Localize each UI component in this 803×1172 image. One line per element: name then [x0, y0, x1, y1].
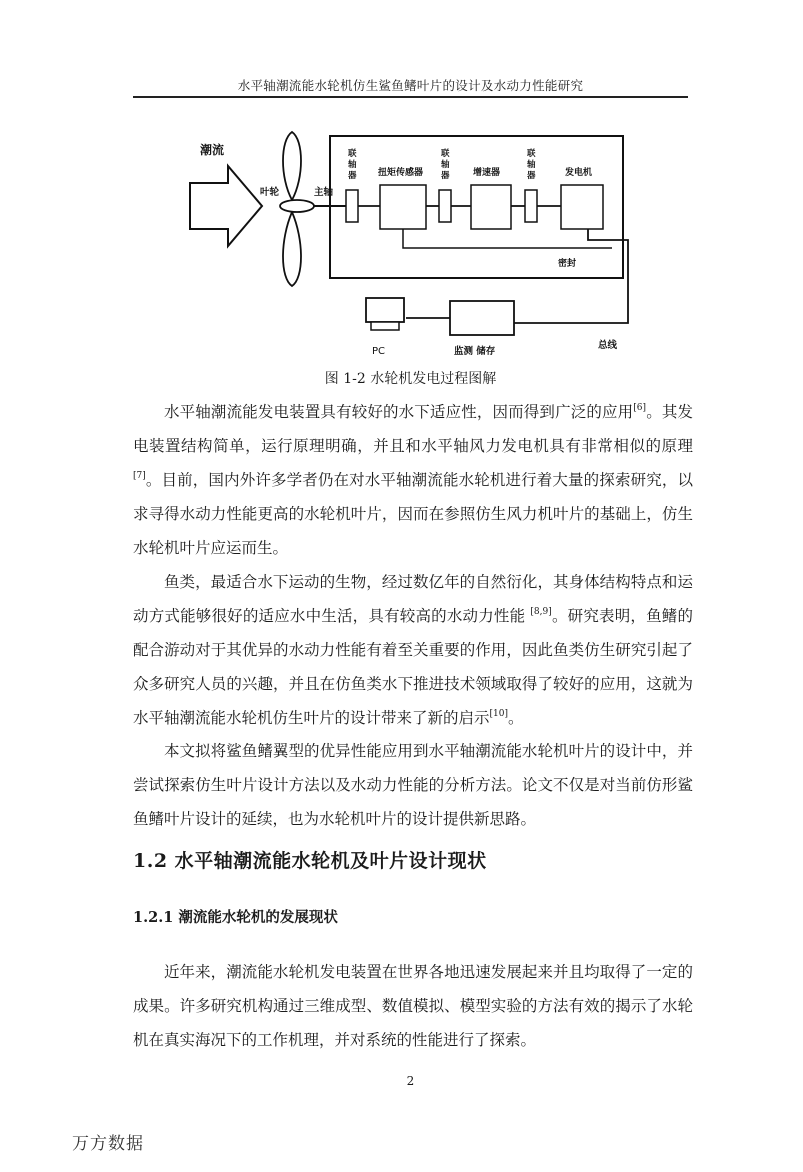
label-coupling-2: 联轴器: [441, 149, 450, 181]
generator-bus-line: [514, 229, 628, 323]
paragraph-3: 本文拟将鲨鱼鳍翼型的优异性能应用到水平轴潮流能水轮机叶片的设计中，并尝试探索仿生叶片设计方法以及水动力性能的分析方法。论文不仅是对当前仿形鲨鱼鳍叶片设计的延续，也为水轮机叶片的设计提供新思路。: [133, 742, 693, 828]
generation-process-diagram: [180, 128, 640, 366]
label-seal: 密封: [558, 259, 577, 269]
citation: [7]: [133, 471, 146, 481]
running-header: 水平轴潮流能水轮机仿生鲨鱼鳍叶片的设计及水动力性能研究: [237, 78, 584, 93]
label-bus: 总线: [598, 340, 618, 351]
monitor-store-box: [450, 301, 514, 335]
paragraph-1: 水平轴潮流能发电装置具有较好的水下适应性，因而得到广泛的应用[6]。其发电装置结构简单，运行原理明确，并且和水平轴风力发电机具有非常相似的原理[7]。目前，国内外许多学者仍在对水平轴潮流能水轮机进行着大量的探索研究，以求寻得水动力性能更高的水轮机叶片，因而在参照仿生风力机叶片的基础上，仿生水轮机叶片应运而生。: [133, 403, 693, 557]
label-main-shaft: 主轴: [314, 187, 334, 198]
label-tide: 潮流: [200, 143, 225, 157]
figure-1-2: [180, 128, 640, 366]
torque-signal-line: [403, 229, 612, 248]
citation: [6]: [633, 403, 647, 413]
label-torque-sensor: 扭矩传感器: [378, 168, 424, 178]
page-number: 2: [406, 1074, 415, 1088]
label-coupling-3: 联轴器: [527, 149, 536, 181]
watermark: 万方数据: [72, 1134, 144, 1154]
label-coupling-1: 联轴器: [348, 149, 357, 181]
subsection-heading: 1.2.1 潮流能水轮机的发展现状: [133, 909, 338, 926]
paragraph-2: 鱼类，最适合水下运动的生物，经过数亿年的自然衍化，其身体结构特点和运动方式能够很好的适应水中生活，具有较高的水动力性能 [8,9]。研究表明，鱼鳍的配合游动对于其优异的水动力性能有着至关重要的作用，因此鱼类仿生研究引起了众多研究人员的兴趣，并且在仿鱼类水下推进技术领域取得了较好的应用，这就为水平轴潮流能水轮机仿生叶片的设计带来了新的启示[10]。: [133, 573, 693, 727]
impeller-blade-bottom: [283, 212, 301, 286]
pc-monitor-icon: [366, 298, 404, 322]
impeller-blade-top: [283, 132, 301, 200]
gearbox: [471, 185, 511, 229]
label-gearbox: 增速器: [473, 168, 501, 178]
figure-caption: 图 1-2 水轮机发电过程图解: [324, 371, 497, 387]
citation: [8,9]: [530, 607, 552, 617]
generator: [561, 185, 603, 229]
section-heading: 1.2 水平轴潮流能水轮机及叶片设计现状: [133, 850, 487, 872]
label-monitor-store: 监测 储存: [454, 346, 496, 357]
paragraph-4: 近年来，潮流能水轮机发电装置在世界各地迅速发展起来并且均取得了一定的成果。许多研究机构通过三维成型、数值模拟、模型实验的方法有效的揭示了水轮机在真实海况下的工作机理，并对系统的性能进行了探索。: [133, 963, 693, 1049]
label-pc: PC: [372, 346, 386, 357]
label-generator: 发电机: [565, 168, 593, 178]
header-rule: [133, 96, 688, 98]
coupling-2: [439, 190, 451, 222]
citation: [10]: [489, 709, 508, 719]
pc-base-icon: [371, 322, 399, 330]
label-impeller: 叶轮: [260, 187, 280, 198]
tide-arrow: [190, 166, 262, 246]
coupling-3: [525, 190, 537, 222]
torque-sensor: [380, 185, 426, 229]
coupling-1: [346, 190, 358, 222]
impeller-hub: [280, 200, 314, 212]
